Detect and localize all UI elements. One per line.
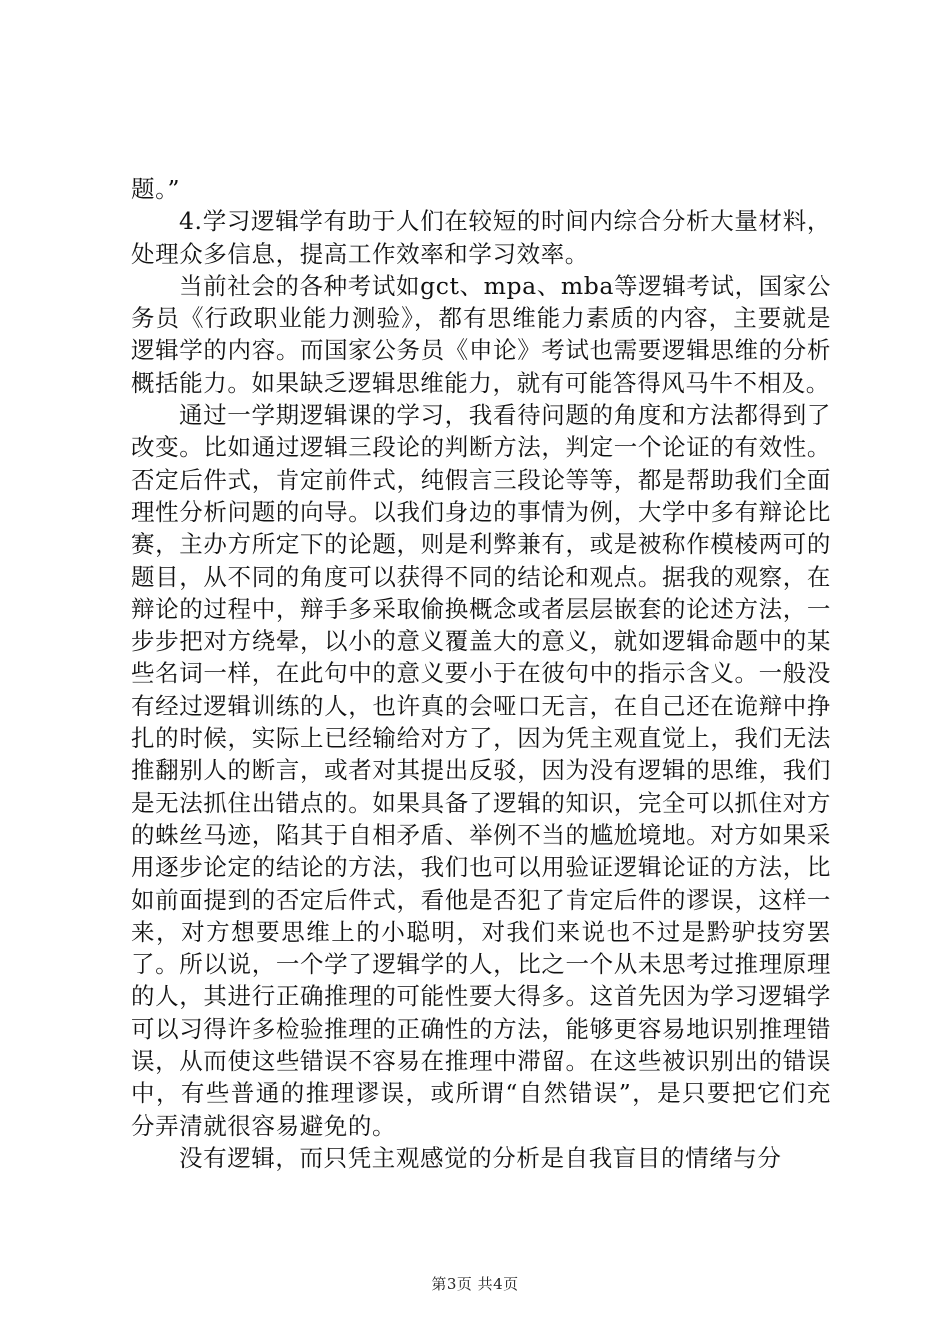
page-number-footer: 第3页 共4页: [431, 1275, 519, 1293]
paragraph-3: 当前社会的各种考试如gct、mpa、mba等逻辑考试，国家公务员《行政职业能力测验》，都有思维能力素质的内容，主要就是逻辑学的内容。而国家公务员《申论》考试也需要逻辑思维的分析概括能力。如果缺乏逻辑思维能力，就有可能答得风马牛不相及。: [131, 271, 831, 397]
body-text: [131, 173, 831, 1174]
paragraph-2: 4.学习逻辑学有助于人们在较短的时间内综合分析大量材料，处理众多信息，提高工作效率和学习效率。: [131, 207, 831, 268]
paragraph-1: 题。”: [131, 175, 181, 203]
paragraph-4: 通过一学期逻辑课的学习，我看待问题的角度和方法都得到了改变。比如通过逻辑三段论的判断方法，判定一个论证的有效性。否定后件式，肯定前件式，纯假言三段论等等，都是帮助我们全面理性分析问题的向导。以我们身边的事情为例，大学中多有辩论比赛，主办方所定下的论题，则是利弊兼有，或是被称作模棱两可的题目，从不同的角度可以获得不同的结论和观点。据我的观察，在辩论的过程中，辩手多采取偷换概念或者层层嵌套的论述方法，一步步把对方绕晕，以小的意义覆盖大的意义，就如逻辑命题中的某些名词一样，在此句中的意义要小于在彼句中的指示含义。一般没有经过逻辑训练的人，也许真的会哑口无言，在自己还在诡辩中挣扎的时候，实际上已经输给对方了，因为凭主观直觉上，我们无法推翻别人的断言，或者对其提出反驳，因为没有逻辑的思维，我们是无法抓住出错点的。如果具备了逻辑的知识，完全可以抓住对方的蛛丝马迹，陷其于自相矛盾、举例不当的尴尬境地。对方如果采用逐步论定的结论的方法，我们也可以用验证逻辑论证的方法，比如前面提到的否定后件式，看他是否犯了肯定后件的谬误，这样一来，对方想要思维上的小聪明，对我们来说也不过是黔驴技穷罢了。所以说，一个学了逻辑学的人，比之一个从未思考过推理原理的人，其进行正确推理的可能性要大得多。这首先因为学习逻辑学可以习得许多检验推理的正确性的方法，能够更容易地识别推理错误，从而使这些错误不容易在推理中滞留。在这些被识别出的错误中，有些普通的推理谬误，或所谓“自然错误”，是只要把它们充分弄清就很容易避免的。: [131, 401, 831, 1140]
paragraph-5: 没有逻辑，而只凭主观感觉的分析是自我盲目的情绪与分: [179, 1143, 782, 1172]
